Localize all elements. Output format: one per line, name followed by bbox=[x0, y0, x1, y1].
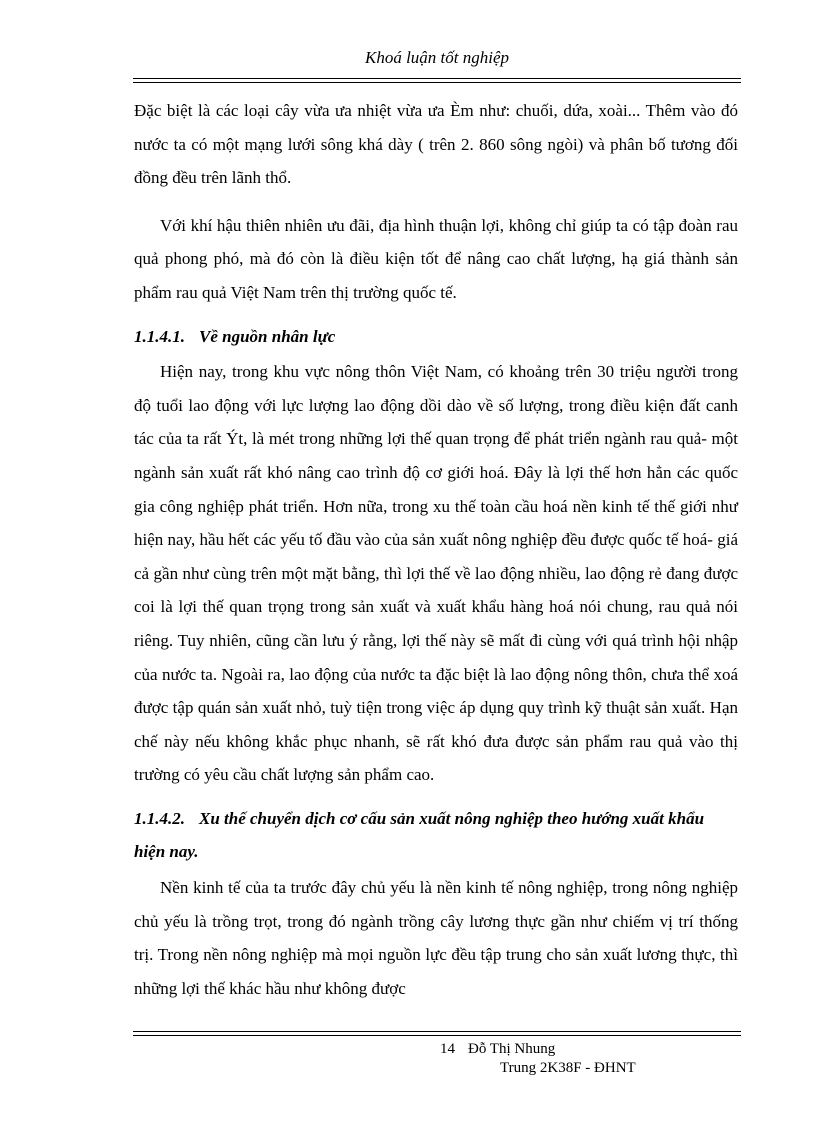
footer-author: Đỗ Thị Nhung bbox=[468, 1041, 556, 1057]
section-title: Xu thế chuyển dịch cơ cấu sản xuất nông nghiệp theo hướng xuất khẩu hiện nay. bbox=[134, 808, 705, 862]
header-divider bbox=[133, 78, 741, 83]
paragraph: Với khí hậu thiên nhiên ưu đãi, địa hình thuận lợi, không chỉ giúp ta có tập đoàn rau quả phong phó, mà đó còn là điều kiện tốt để nâng cao chất lượng, hạ giá thành sản phẩm rau quả Việt Nam trên thị trường quốc tế. bbox=[134, 215, 738, 302]
footer-divider bbox=[133, 1031, 741, 1036]
paragraph: Đặc biệt là các loại cây vừa ưa nhiệt vừa ưa Èm như: chuối, dứa, xoài... Thêm vào đó nước ta có một mạng lưới sông khá dày ( trên 2. 860 sông ngòi) và phân bố tương đối đồng đều trên lãnh thổ. bbox=[134, 101, 738, 188]
page-header-title: Khoá luận tốt nghiệp bbox=[364, 48, 510, 67]
footer-line-1 bbox=[440, 1040, 636, 1059]
section-number: 1.1.4.2. bbox=[134, 808, 185, 828]
document-body bbox=[134, 94, 738, 1005]
section-heading-1142 bbox=[134, 802, 738, 869]
paragraph: Hiện nay, trong khu vực nông thôn Việt Nam, có khoảng trên 30 triệu người trong độ tuổi lao động với lực lượng lao động dồi dào về số lượng, trong điều kiện đất canh tác của ta rất Ýt, là mét trong những lợi thế quan trọng để phát triển ngành rau quả- một ngành sản xuất rất khó nâng cao trình độ cơ giới hoá. Đây là lợi thế hơn hẳn các quốc gia công nghiệp phát triển. Hơn nữa, trong xu thế toàn cầu hoá nền kinh tế thế giới như hiện nay, hầu hết các yếu tố đầu vào của sản xuất nông nghiệp đều được quốc tế hoá- giá cả gần như cùng trên một mặt bằng, thì lợi thế về lao động nhiều, lao động rẻ đang được coi là lợi thế quan trọng trong sản xuất và xuất khẩu hàng hoá nói chung, rau quả nói riêng. Tuy nhiên, cũng cần lưu ý rằng, lợi thế này sẽ mất đi cùng với quá trình hội nhập của nước ta. Ngoài ra, lao động của nước ta đặc biệt là lao động nông thôn, chưa thể xoá được tập quán sản xuất nhỏ, tuỳ tiện trong việc áp dụng quy trình kỹ thuật sản xuất. Hạn chế này nếu không khắc phục nhanh, sẽ rất khó đưa được sản phẩm rau quả vào thị trường có yêu cầu chất lượng sản phẩm cao. bbox=[134, 362, 738, 785]
paragraph: Nền kinh tế của ta trước đây chủ yếu là nền kinh tế nông nghiệp, trong nông nghiệp chủ yếu là trồng trọt, trong đó ngành trồng cây lương thực gần như chiếm vị trí thống trị. Trong nền nông nghiệp mà mọi nguồn lực đều tập trung cho sản xuất lương thực, thì những lợi thế khác hầu như không được bbox=[134, 878, 738, 998]
section-number: 1.1.4.1. bbox=[134, 326, 185, 346]
page-number: 14 bbox=[440, 1041, 455, 1057]
section-title: Về nguồn nhân lực bbox=[199, 326, 336, 346]
page-footer bbox=[440, 1040, 636, 1078]
section-heading-1141 bbox=[134, 320, 738, 354]
footer-class-info: Trung 2K38F - ĐHNT bbox=[500, 1060, 636, 1076]
